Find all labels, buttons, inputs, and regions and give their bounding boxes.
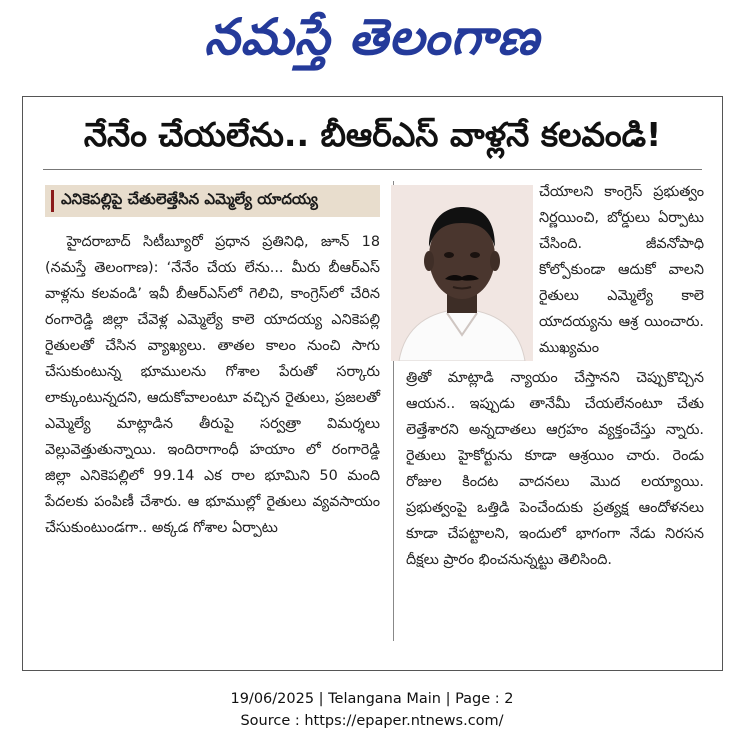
article-subheadline: ఎనికెపల్లిపై చేతులెత్తేసిన ఎమ్మెల్యే యాదయ్య <box>61 190 318 208</box>
source-link[interactable]: Source : https://epaper.ntnews.com/ <box>240 713 504 729</box>
subheadline-accent-bar <box>51 190 54 212</box>
article-subheadline-box <box>45 185 380 217</box>
edition-info: 19/06/2025 | Telangana Main | Page : 2 <box>230 691 514 707</box>
portrait-illustration <box>391 185 533 361</box>
headline-divider <box>43 169 702 170</box>
article-left-column <box>45 229 380 541</box>
article-right-column-top <box>539 179 704 361</box>
page-footer <box>0 688 744 732</box>
left-column-text: హైదరాబాద్ సిటీబ్యూరో ప్రధాన ప్రతినిధి, జూన్ 18 (నమస్తే తెలంగాణ): ‘నేనేం చేయ లేను... మీరు బీఆర్‌ఎస్ వాళ్లను కలవండి’ ఇవీ బీఆర్‌ఎస్‌లో గెలిచి, కాంగ్రెస్‌లో చేరిన రంగారెడ్డి జిల్లా చేవెళ్ల ఎమ్మెల్యే కాలె యాదయ్య ఎనికెపల్లి రైతులతో చేసిన వ్యాఖ్యలు. తాతల కాలం నుంచి సాగు చేసుకుంటున్న భూములను గోశాల పేరుతో సర్కారు లాక్కుంటున్నదని, ఆదుకోవాలంటూ వచ్చిన రైతులు, ప్రజలతో ఎమ్మెల్యే మాట్లాడిన తీరుపై సర్వత్రా విమర్శలు వెల్లువెత్తుతున్నాయి. ఇందిరాగాంధీ హయాం లో రంగారెడ్డి జిల్లా ఎనికెపల్లిలో 99.14 ఎక రాల భూమిని 50 మంది పేదలకు పంపిణీ చేశారు. ఆ భూముల్లో రైతులు వ్యవసాయం చేసుకుంటుండగా.. అక్కడ గోశాల ఏర్పాటు <box>45 234 380 536</box>
masthead <box>0 0 744 82</box>
newspaper-logo: నమస్తే తెలంగాణ <box>204 8 540 66</box>
mla-portrait-photo <box>391 185 533 361</box>
right-column-top-text: చేయాలని కాంగ్రెస్ ప్రభుత్వం నిర్ణయించి, బోర్డులు ఏర్పాటు చేసింది. జీవనోపాధి కోల్పోకుండా ఆదుకో వాలని రైతులు ఎమ్మెల్యే కాలె యాదయ్యను ఆశ్ర యించారు. ముఖ్యమం <box>539 184 704 356</box>
right-column-bottom-text: త్రితో మాట్లాడి న్యాయం చేస్తానని చెప్పుకొచ్చిన ఆయన.. ఇప్పుడు తానేమీ చేయలేనంటూ చేతు లెత్తేశారని అన్నదాతలు ఆగ్రహం వ్యక్తంచేస్తు న్నారు. రైతులు హైకోర్టును కూడా ఆశ్రయిం చారు. రెండు రోజుల కిందట వాదనలు మొద లయ్యాయి. ప్రభుత్వంపై ఒత్తిడి పెంచేందుకు ప్రత్యక్ష ఆందోళనలు కూడా చేపట్టాలని, ఇందులో భాగంగా నేడు నిరసన దీక్షలు ప్రారం భించనున్నట్టు తెలిసింది. <box>406 370 704 568</box>
article-headline: నేనేం చేయలేను.. బీఆర్‌ఎస్ వాళ్లనే కలవండి! <box>83 115 662 154</box>
article-right-column-bottom <box>406 365 704 573</box>
article-clipping <box>22 96 723 671</box>
